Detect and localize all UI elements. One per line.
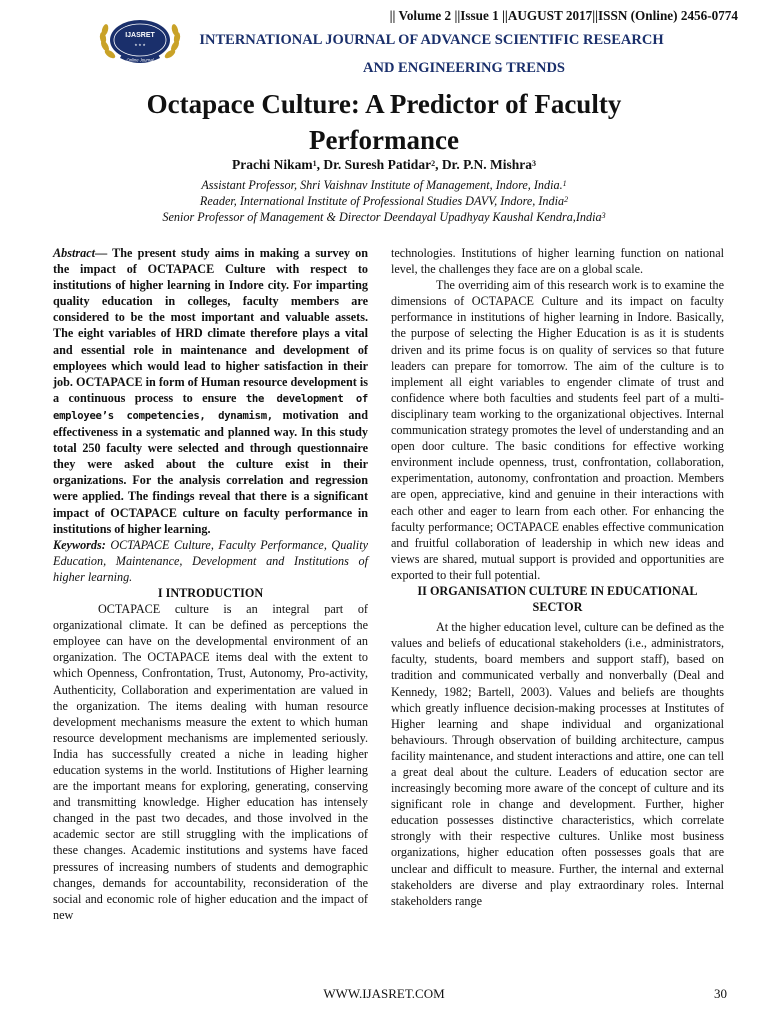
section-heading-introduction: I INTRODUCTION [157, 585, 264, 600]
section-heading-organisation-culture [391, 583, 724, 615]
author-name: Prachi Nikam [232, 157, 313, 172]
affiliation-sup: 3 [601, 211, 606, 220]
section-heading-line: II ORGANISATION CULTURE IN EDUCATIONAL [417, 583, 698, 598]
section-heading-line: SECTOR [532, 600, 583, 615]
journal-name-line-2: AND ENGINEERING TRENDS [363, 60, 565, 76]
introduction-paragraph: OCTAPACE culture is an integral part of organizational climate. It can be defined as perceptions the employee can have on the developmental environment of an organization. The OCTAPACE items deal with the extent to which Openness, Confrontation, Trust, Autonomy, Pro-activity, Authenticity, Collaboration and experimentation are valued in the organization. The items dealing with human resource development mechanisms measure the extent to which human resource development mechanisms are implemented seriously. India has successfully created a niche in leading higher education systems in the world. Institutions of Higher learning are the important means for exploring, generating, conserving and transmitting knowledge. Higher education has intensely changed in the past two decades, and those involved in the academic sector are still struggling with the implications of these changes. Academic institutions and systems have faced pressures of increasing numbers of students and demographic changes, demands for accountability, reconsideration of the social and economic role of higher education and the impact of new [53, 602, 368, 922]
svg-text:★ ★ ★: ★ ★ ★ [134, 43, 146, 47]
abstract [53, 245, 368, 537]
abstract-text-b: motivation and effectiveness in a systematic and planned way. In this study total 250 faculty were selected and through questionnaire they were asked about the culture exist in their organizations. For the analysis correlation and regression were applied. The findings reveal that there is a significant impact of OCTAPACE culture on faculty performance in institutions of higher learning. [53, 407, 368, 536]
author-name: Dr. Suresh Patidar [323, 157, 432, 172]
author-name: Dr. P.N. Mishra [441, 157, 532, 172]
affiliation-text: Senior Professor of Management & Director Deendayal Upadhyay Kaushal Kendra,India [162, 210, 602, 224]
title-line-1: Octapace Culture: A Predictor of Faculty [146, 89, 622, 119]
paragraph-continuation: technologies. Institutions of higher learning function on national level, the challenges they face are on a global scale. [391, 246, 724, 277]
abstract-text-a: The present study aims in making a survey on the impact of OCTAPACE Culture with respect to institutions of higher learning in Indore city. For imparting quality education in colleges, faculty members are considered to be the most important and valuable assets. The eight variables of HRD climate therefore plays a vital and essential role in maintenance and development of employees which would lead to higher satisfaction in their job. OCTAPACE in form of Human resource development is a continuous process to ensure [53, 246, 369, 405]
affiliation-1 [0, 178, 768, 193]
logo-bottom-text: Online Journal [126, 57, 154, 63]
affiliation-2 [0, 194, 768, 209]
issue-info: || Volume 2 ||Issue 1 ||AUGUST 2017||ISSN (Online) 2456-0774 [389, 8, 738, 23]
page-number: 30 [714, 986, 727, 1001]
author-list: Prachi Nikam$^1$, Dr. Suresh Patidar$^2$, Dr. P.N. Mishra$^3$ [232, 157, 536, 172]
paper-title [60, 86, 708, 158]
author-sup: 2 [431, 159, 436, 168]
affiliation-sup: 2 [564, 195, 569, 204]
author-sup: 3 [531, 159, 536, 168]
footer-url: WWW.IJASRET.COM [323, 986, 445, 1001]
logo-top-text: IJASRET [125, 32, 155, 39]
abstract-dash: — [94, 246, 113, 260]
title-line-2: Performance [309, 125, 459, 155]
affiliation-text: Assistant Professor, Shri Vaishnav Institute of Management, Indore, India. [201, 178, 563, 192]
left-column [53, 245, 368, 923]
affiliation-text: Reader, International Institute of Professional Studies DAVV, Indore, India [199, 194, 565, 208]
abstract-label: Abstract [53, 246, 95, 260]
keywords-label: Keywords: [53, 537, 106, 552]
journal-name-line-1: INTERNATIONAL JOURNAL OF ADVANCE SCIENTIFIC RESEARCH [199, 32, 664, 48]
keywords-text: OCTAPACE Culture, Faculty Performance, Quality Education, Maintenance, Development and Institutions of higher learning. [53, 537, 368, 584]
affiliation-3 [0, 210, 768, 225]
affiliation-sup: 1 [562, 179, 567, 188]
paragraph-culture-definition: At the higher education level, culture can be defined as the values and beliefs of educational stakeholders (i.e., administrators, faculty, students, board members and support staff), based on tradition and communicated verbally and nonverbally (Deal and Kennedy, 1982; Bartell, 2003). Values and beliefs are thoughts which greatly influence decision-making processes at Institutes of Higher learning and shape individual and organizational behaviours. Through observation of building architecture, campus facility maintenance, and student interactions and attire, one can tell a great deal about the culture. Leaders of education sector are increasingly becoming more aware of the concept of culture and its significant role in change and development. Further, higher education possesses distinctive characteristics, which correlate strongly with their respective cultures. Unlike most business organizations, higher education often possesses goals that are unclear and difficult to measure. Further, the internal and external stakeholders are diverse and play extraordinary roles. Internal stakeholders range [391, 620, 724, 908]
author-sup: 1 [312, 159, 317, 168]
right-column [391, 245, 724, 909]
paragraph-research-aim: The overriding aim of this research work is to examine the dimensions of OCTAPACE Culture and its impact on faculty performance in institutions of higher learning in Indore. Basically, the purpose of selecting the Higher Education is as it is students driven and its prime focus is on quality of services so that future leaders can prepare for tomorrow. The aim of the culture is to implement all eight variables to engender climate of trust and confidence where both faculties and students feel part of a multi-disciplinary team working to the organizational objectives. Internal communication strategy promotes the level of understanding and an open door culture. The basic conditions for effective working environment include openness, trust, confrontation, collaboration, experimentation, autonomy, confrontation and proaction. Members are open, appreciative, kind and genuine in their interactions with each other and eager to learn from each other. For enhancing the faculty performance; OCTAPACE enables effective communication and fruitful collaboration of leadership in which new ideas and views are shared, mutual support is provided and opportunities are exported to their full potential. [391, 278, 724, 582]
keywords [53, 537, 368, 585]
abstract-text-mono: the development of employee’s competencies, dynamism, [53, 392, 368, 422]
